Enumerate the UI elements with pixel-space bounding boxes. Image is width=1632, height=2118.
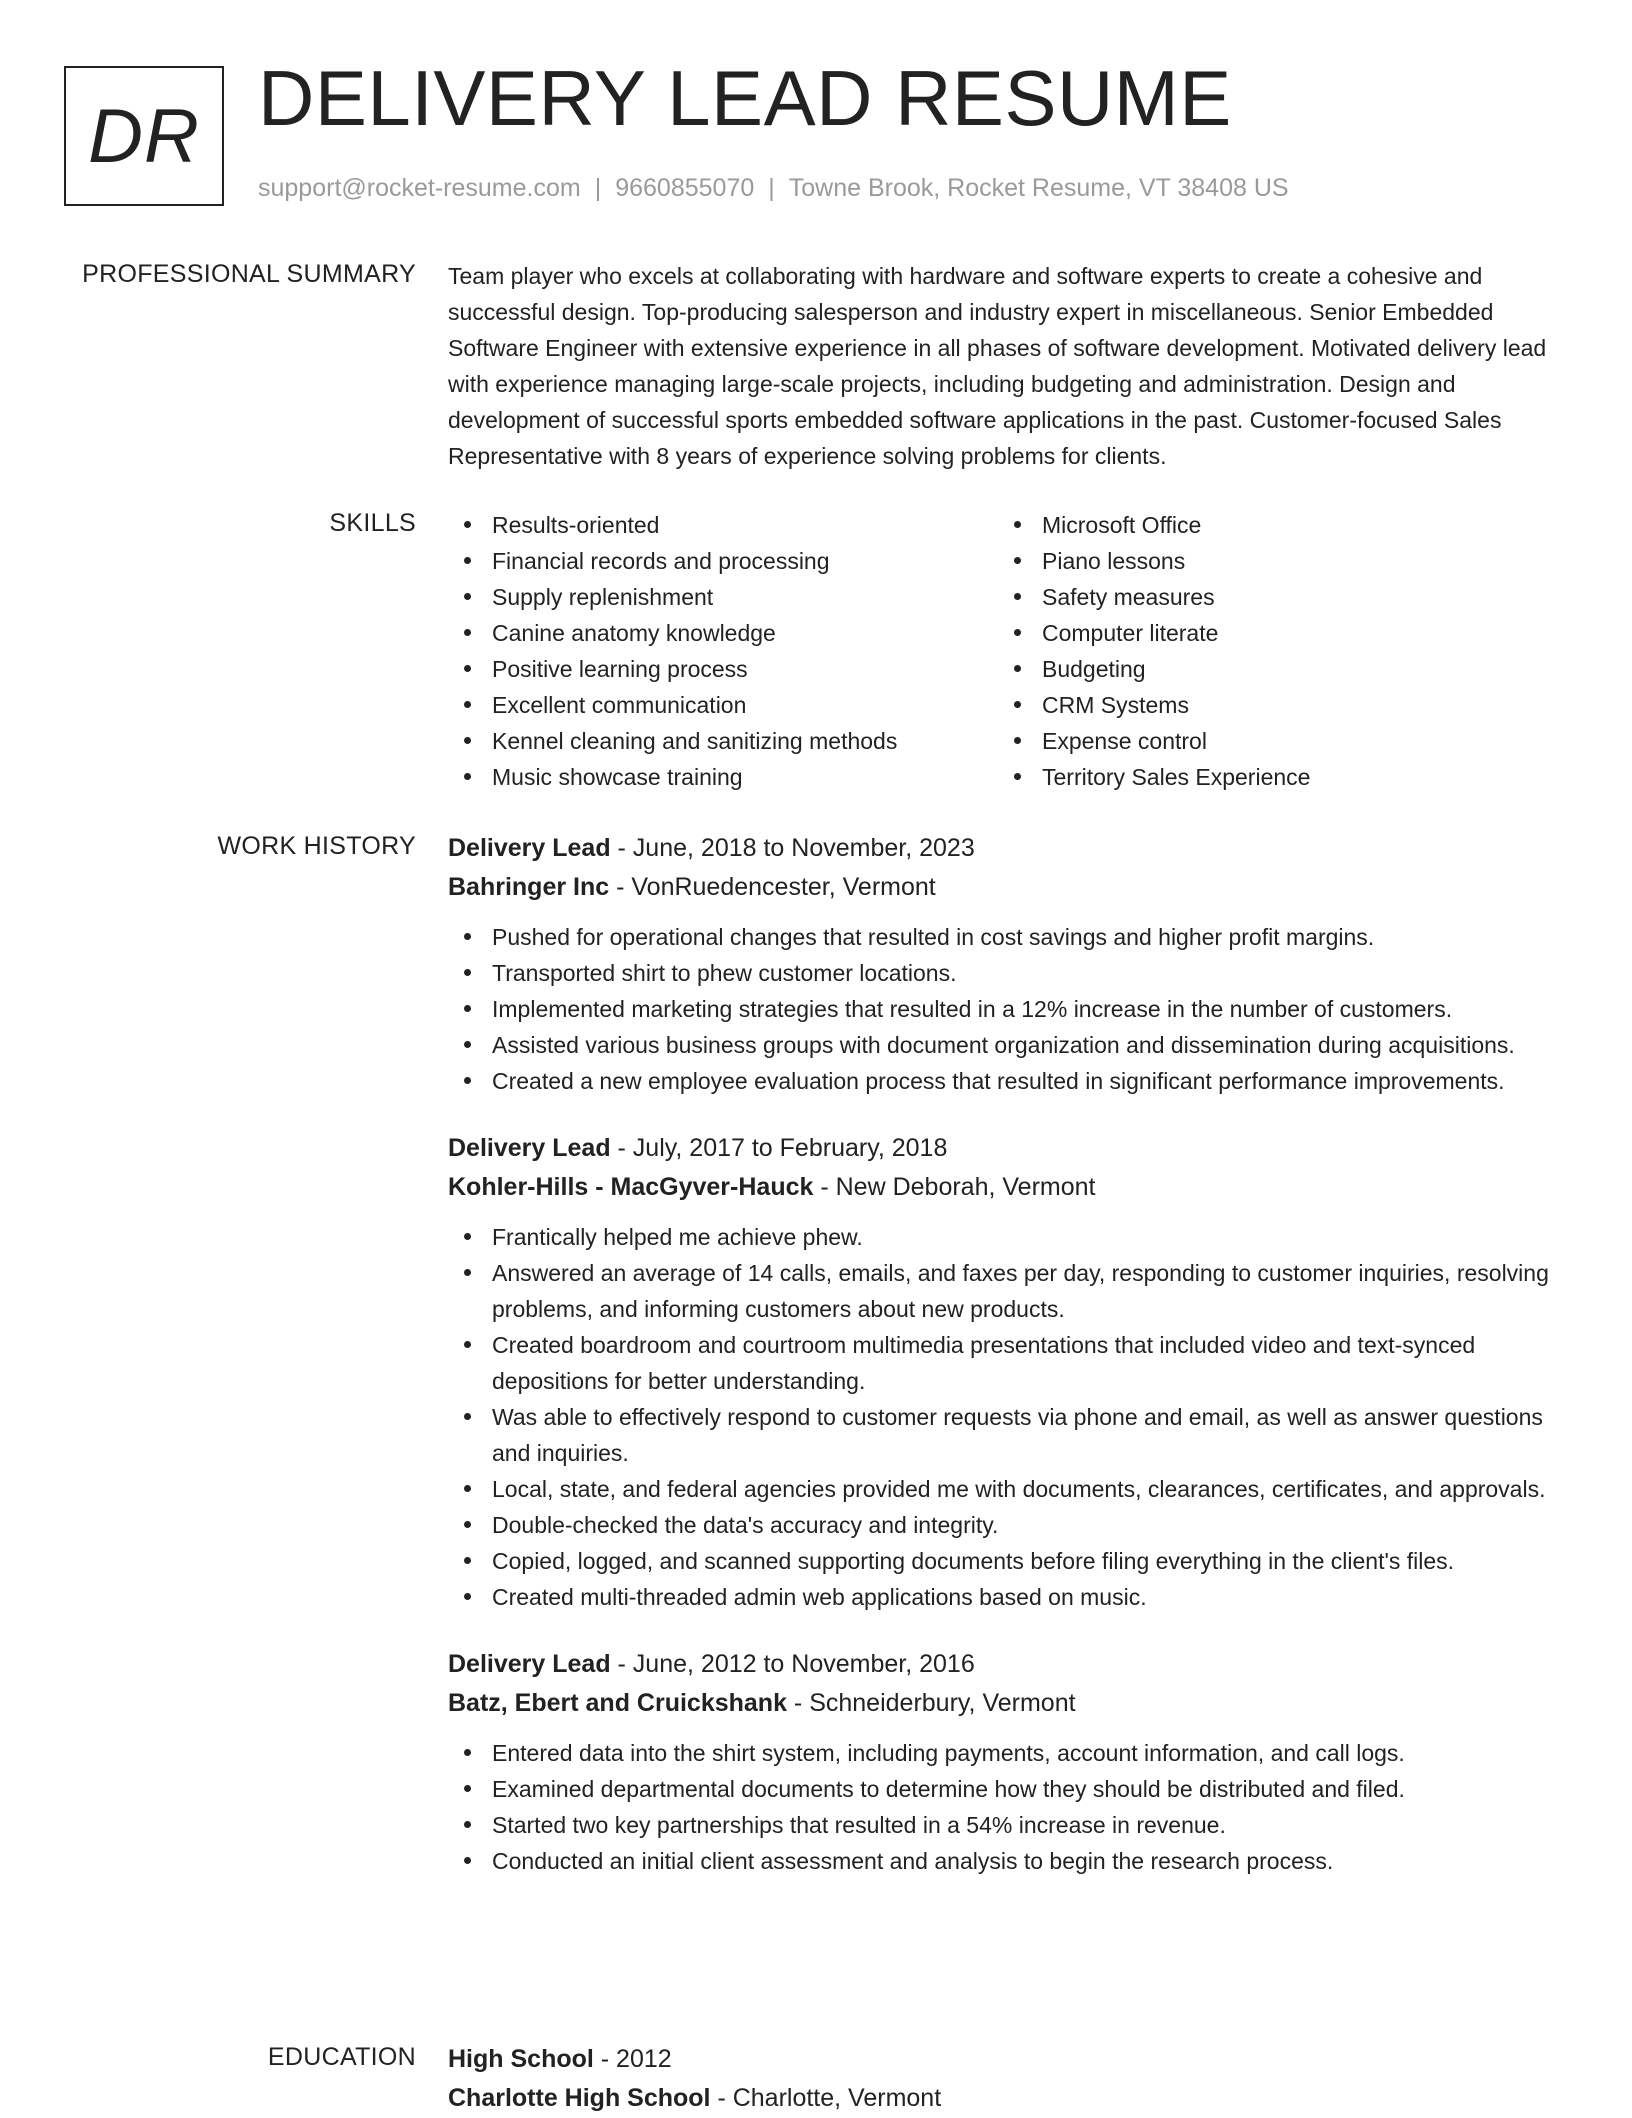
job-title: Delivery Lead [448,1650,611,1678]
job-bullet: Assisted various business groups with document organization and dissemination during acquisitions. [492,1027,1578,1063]
job-title: Delivery Lead [448,834,611,862]
resume-title: DELIVERY LEAD RESUME [258,54,1232,142]
job-bullet: Double-checked the data's accuracy and integrity. [492,1507,1578,1543]
job-company: Kohler-Hills - MacGyver-Hauck [448,1173,814,1201]
job-bullet: Implemented marketing strategies that resulted in a 12% increase in the number of customers. [492,991,1578,1027]
contact-address: Towne Brook, Rocket Resume, VT 38408 US [788,174,1289,202]
job-entry [448,1645,1578,1879]
skill-item: Microsoft Office [1042,507,1548,543]
skill-item: Piano lessons [1042,543,1548,579]
job-bullet: Answered an average of 14 calls, emails, and faxes per day, responding to customer inquiries, resolving problems, and informing customers about new products. [492,1255,1578,1327]
education-location: - Charlotte, Vermont [710,2084,942,2112]
job-bullet: Was able to effectively respond to customer requests via phone and email, as well as answer questions and inquiries. [492,1399,1578,1471]
contact-line [258,174,1289,203]
job-entry [448,1129,1578,1615]
skill-item: Safety measures [1042,579,1548,615]
skill-item: Computer literate [1042,615,1548,651]
job-entry [448,829,1578,1099]
summary-text: Team player who excels at collaborating with hardware and software experts to create a cohesive and successful design. Top-producing salesperson and industry expert in miscellaneous. Senior Embedded Software Engineer with extensive experience in all phases of software development. Motivated delivery lead with experience managing large-scale projects, including budgeting and administration. Design and development of successful sports embedded software applications in the past. Customer-focused Sales Representative with 8 years of experience solving problems for clients. [448,263,1547,469]
skill-item: Supply replenishment [492,579,998,615]
job-company: Batz, Ebert and Cruickshank [448,1689,787,1717]
section-label-education: EDUCATION [267,2043,416,2071]
skill-item: Positive learning process [492,651,998,687]
education-school-line [448,2079,1578,2118]
work-history-body [448,829,1578,1909]
job-bullet: Transported shirt to phew customer locations. [492,955,1578,991]
job-bullet: Entered data into the shirt system, including payments, account information, and call logs. [492,1735,1578,1771]
job-location: - VonRuedencester, Vermont [609,873,936,901]
skills-column-left [448,507,998,795]
job-bullet: Pushed for operational changes that resulted in cost savings and higher profit margins. [492,919,1578,955]
contact-separator: | [768,174,775,202]
monogram-logo: DR [64,66,224,206]
skill-item: Financial records and processing [492,543,998,579]
skills-body [448,507,1578,795]
job-company-line [448,868,1578,907]
job-bullet: Frantically helped me achieve phew. [492,1219,1578,1255]
education-degree-line [448,2040,1578,2079]
education-degree: High School [448,2045,594,2073]
skill-item: Excellent communication [492,687,998,723]
summary-body [448,258,1578,474]
skill-item: Expense control [1042,723,1548,759]
job-bullet: Copied, logged, and scanned supporting documents before filing everything in the client's files. [492,1543,1578,1579]
job-dates: - June, 2018 to November, 2023 [610,834,975,862]
job-title-line [448,1645,1578,1684]
education-school: Charlotte High School [448,2084,711,2112]
skill-item: Canine anatomy knowledge [492,615,998,651]
contact-separator: | [594,174,602,202]
job-bullet: Created a new employee evaluation process that resulted in significant performance improvements. [492,1063,1578,1099]
job-dates: - June, 2012 to November, 2016 [610,1650,975,1678]
skill-item: Results-oriented [492,507,998,543]
job-bullet: Started two key partnerships that resulted in a 54% increase in revenue. [492,1807,1578,1843]
contact-email: support@rocket-resume.com [258,174,581,202]
job-bullet: Examined departmental documents to determine how they should be distributed and filed. [492,1771,1578,1807]
job-bullet: Local, state, and federal agencies provided me with documents, clearances, certificates, and approvals. [492,1471,1578,1507]
skill-item: CRM Systems [1042,687,1548,723]
contact-phone: 9660855070 [615,174,755,202]
job-title: Delivery Lead [448,1134,611,1162]
job-bullet: Created multi-threaded admin web applications based on music. [492,1579,1578,1615]
job-dates: - July, 2017 to February, 2018 [610,1134,948,1162]
job-title-line [448,829,1578,868]
skills-column-right [998,507,1548,795]
skill-item: Kennel cleaning and sanitizing methods [492,723,998,759]
skill-item: Music showcase training [492,759,998,795]
job-bullet: Conducted an initial client assessment and analysis to begin the research process. [492,1843,1578,1879]
job-location: - Schneiderbury, Vermont [786,1689,1076,1717]
education-year: - 2012 [593,2045,672,2073]
section-label-summary: PROFESSIONAL SUMMARY [82,260,416,288]
job-location: - New Deborah, Vermont [813,1173,1096,1201]
job-bullet: Created boardroom and courtroom multimedia presentations that included video and text-synced depositions for better understanding. [492,1327,1578,1399]
section-label-skills: SKILLS [329,509,416,537]
job-company-line [448,1684,1578,1723]
education-body [448,2040,1578,2118]
job-company: Bahringer Inc [448,873,610,901]
skill-item: Territory Sales Experience [1042,759,1548,795]
job-title-line [448,1129,1578,1168]
section-label-work-history: WORK HISTORY [217,832,416,860]
job-company-line [448,1168,1578,1207]
skill-item: Budgeting [1042,651,1548,687]
